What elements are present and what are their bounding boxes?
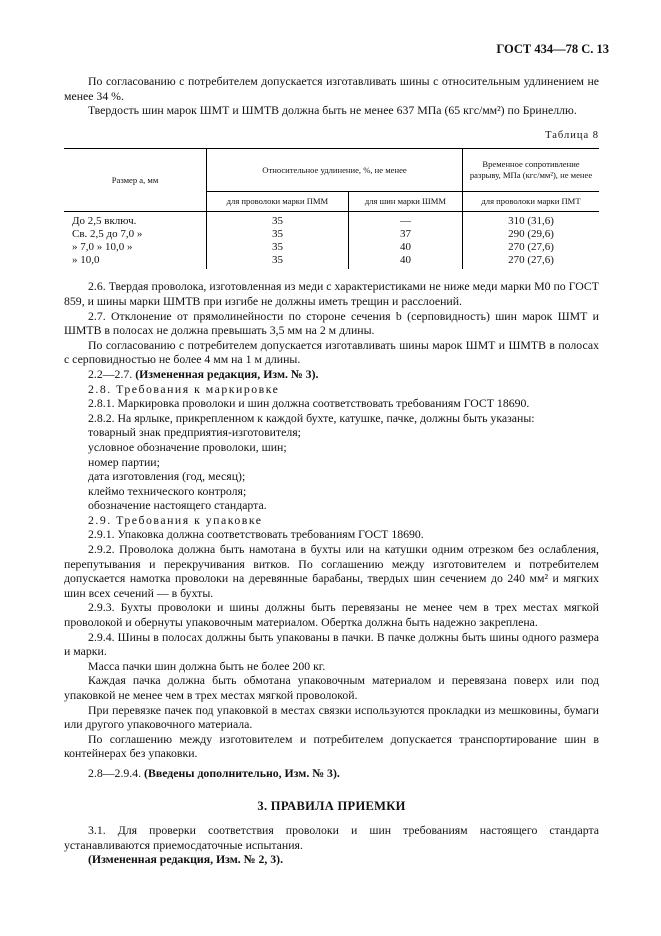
table-cell-size: » 7,0 » 10,0 » <box>72 241 133 254</box>
list-item: условное обозначение проволоки, шин; <box>88 439 287 454</box>
table-row <box>64 212 599 229</box>
table-cell-pmt: 290 (29,6) <box>463 228 600 241</box>
heading-2-8-marking: 2.8. Требования к маркировке <box>88 381 280 396</box>
table-header-size: Размер a, мм <box>64 149 207 212</box>
paragraph-hardness: Твердость шин марок ШМТ и ШМТВ должна быть не менее 637 МПа (65 кгс/мм²) по Бринеллю. <box>88 103 577 118</box>
paragraph-transport: По соглашению между изготовителем и потребителем допускается транспортирование шин в контейнерах без упаковки. <box>64 731 599 761</box>
table-cell-shmm: 40 <box>348 254 462 269</box>
list-item: номер партии; <box>88 454 160 469</box>
paragraph-tie: При перевязке пачек под упаковкой в местах связки используются прокладки из мешковины, бумаги или другого упаковочного материала. <box>64 702 599 732</box>
table-row <box>64 254 599 269</box>
table-header-elongation: Относительное удлинение, %, не менее <box>207 149 463 191</box>
paragraph-2-9-1: 2.9.1. Упаковка должна соответствовать требованиям ГОСТ 18690. <box>88 527 424 542</box>
table-cell-pmt: 270 (27,6) <box>463 254 600 269</box>
paragraph-2-8-2: 2.8.2. На ярлыке, прикрепленном к каждой бухте, катушке, пачке, должны быть указаны: <box>88 410 535 425</box>
note-3-1 <box>64 852 599 867</box>
list-item: дата изготовления (год, месяц); <box>88 469 246 484</box>
table-cell-pmt: 270 (27,6) <box>463 241 600 254</box>
table-header-pmt: для проволоки марки ПМТ <box>463 191 600 212</box>
note-text: (Измененная редакция, Изм. № 3). <box>135 366 319 381</box>
paragraph-2-9-4: 2.9.4. Шины в полосах должны быть упакованы в пачки. В пачке должны быть шины одного размера и марки. <box>64 629 599 659</box>
note-text: (Измененная редакция, Изм. № 2, 3). <box>88 852 284 867</box>
paragraph-elongation: По согласованию с потребителем допускается изготавливать шины с относительным удлинением не менее 34 %. <box>64 74 599 103</box>
table-cell-pmm: 35 <box>207 212 349 229</box>
list-item: клеймо технического контроля; <box>88 483 247 498</box>
table-cell-pmm: 35 <box>207 228 349 241</box>
page-header: ГОСТ 434—78 С. 13 <box>496 42 609 56</box>
note-2-8-2-9-4 <box>64 766 599 781</box>
table-cell-pmm: 35 <box>207 241 349 254</box>
table-row <box>64 241 599 254</box>
page-content <box>64 74 599 867</box>
table-header-pmm: для проволоки марки ПММ <box>207 191 349 212</box>
section-title: 3. ПРАВИЛА ПРИЕМКИ <box>257 798 406 813</box>
list-item: товарный знак предприятия-изготовителя; <box>88 425 301 440</box>
table-cell-size: » 10,0 <box>72 254 100 267</box>
table-cell-size: До 2,5 включ. <box>72 215 137 228</box>
paragraph-2-9-2: 2.9.2. Проволока должна быть намотана в бухты или на катушки одним отрезком без ослабления, перепутывания и перекручивания витков. По соглашению между изготовителем и потребителем допускается намотка проволоки на деревянные барабаны, твердых шин сечением до 240 мм² и мягких шин всех сечений — в бухты. <box>64 542 599 600</box>
table-cell-size: Св. 2,5 до 7,0 » <box>72 228 143 241</box>
table-cell-shmm: 40 <box>348 241 462 254</box>
paragraph-wrap: Каждая пачка должна быть обмотана упаковочным материалом и перевязана поверх или под упаковкой не менее чем в трех местах мягкой проволокой. <box>64 673 599 702</box>
table-header-strength: Временное сопротивление разрыву, МПа (кгс/мм²), не менее <box>463 149 600 191</box>
paragraph-2-8-1: 2.8.1. Маркировка проволоки и шин должна соответствовать требованиям ГОСТ 18690. <box>88 396 530 411</box>
table-caption: Таблица 8 <box>545 129 599 141</box>
paragraph-2-7: 2.7. Отклонение от прямолинейности по стороне сечения b (серповидность) шин марок ШМТ и ШМТВ в полосах не должна превышать 3,5 мм на 2 м длины. <box>64 308 599 338</box>
table-cell-pmt: 310 (31,6) <box>463 212 600 229</box>
note-number: 2.8—2.9.4. <box>88 765 142 780</box>
paragraph-3-1: 3.1. Для проверки соответствия проволоки и шин требованиям настоящего стандарта устанавливаются приемосдаточные испытания. <box>64 823 599 852</box>
paragraph-mass: Масса пачки шин должна быть не более 200 кг. <box>88 658 326 673</box>
table-row <box>64 228 599 241</box>
heading-2-9-packaging: 2.9. Требования к упаковке <box>88 512 263 527</box>
paragraph-2-9-3: 2.9.3. Бухты проволоки и шины должны быть перевязаны не менее чем в трех местах мягкой проволокой и обернуты упаковочным материалом. Обертка должна быть надежно закреплена. <box>64 600 599 630</box>
list-item: обозначение настоящего стандарта. <box>88 498 267 513</box>
table-cell-pmm: 35 <box>207 254 349 269</box>
table-cell-shmm: 37 <box>348 228 462 241</box>
note-text: (Введены дополнительно, Изм. № 3). <box>144 765 340 780</box>
note-number: 2.2—2.7. <box>88 366 133 381</box>
note-2-2-2-7 <box>64 367 599 382</box>
table-8 <box>64 148 599 269</box>
table-cell-shmm: — <box>348 212 462 229</box>
table-header-shmm: для шин марки ШММ <box>348 191 462 212</box>
paragraph-2-7-agreement: По согласованию с потребителем допускается изготавливать шины марок ШМТ и ШМТВ в полосах с серповидностью не более 4 мм на 1 м длины. <box>64 337 599 367</box>
paragraph-2-6: 2.6. Твердая проволока, изготовленная из меди с характеристиками не ниже меди марки М0 по ГОСТ 859, и шины марки ШМТВ при изгибе не должны иметь трещин и расслоений. <box>64 279 599 308</box>
